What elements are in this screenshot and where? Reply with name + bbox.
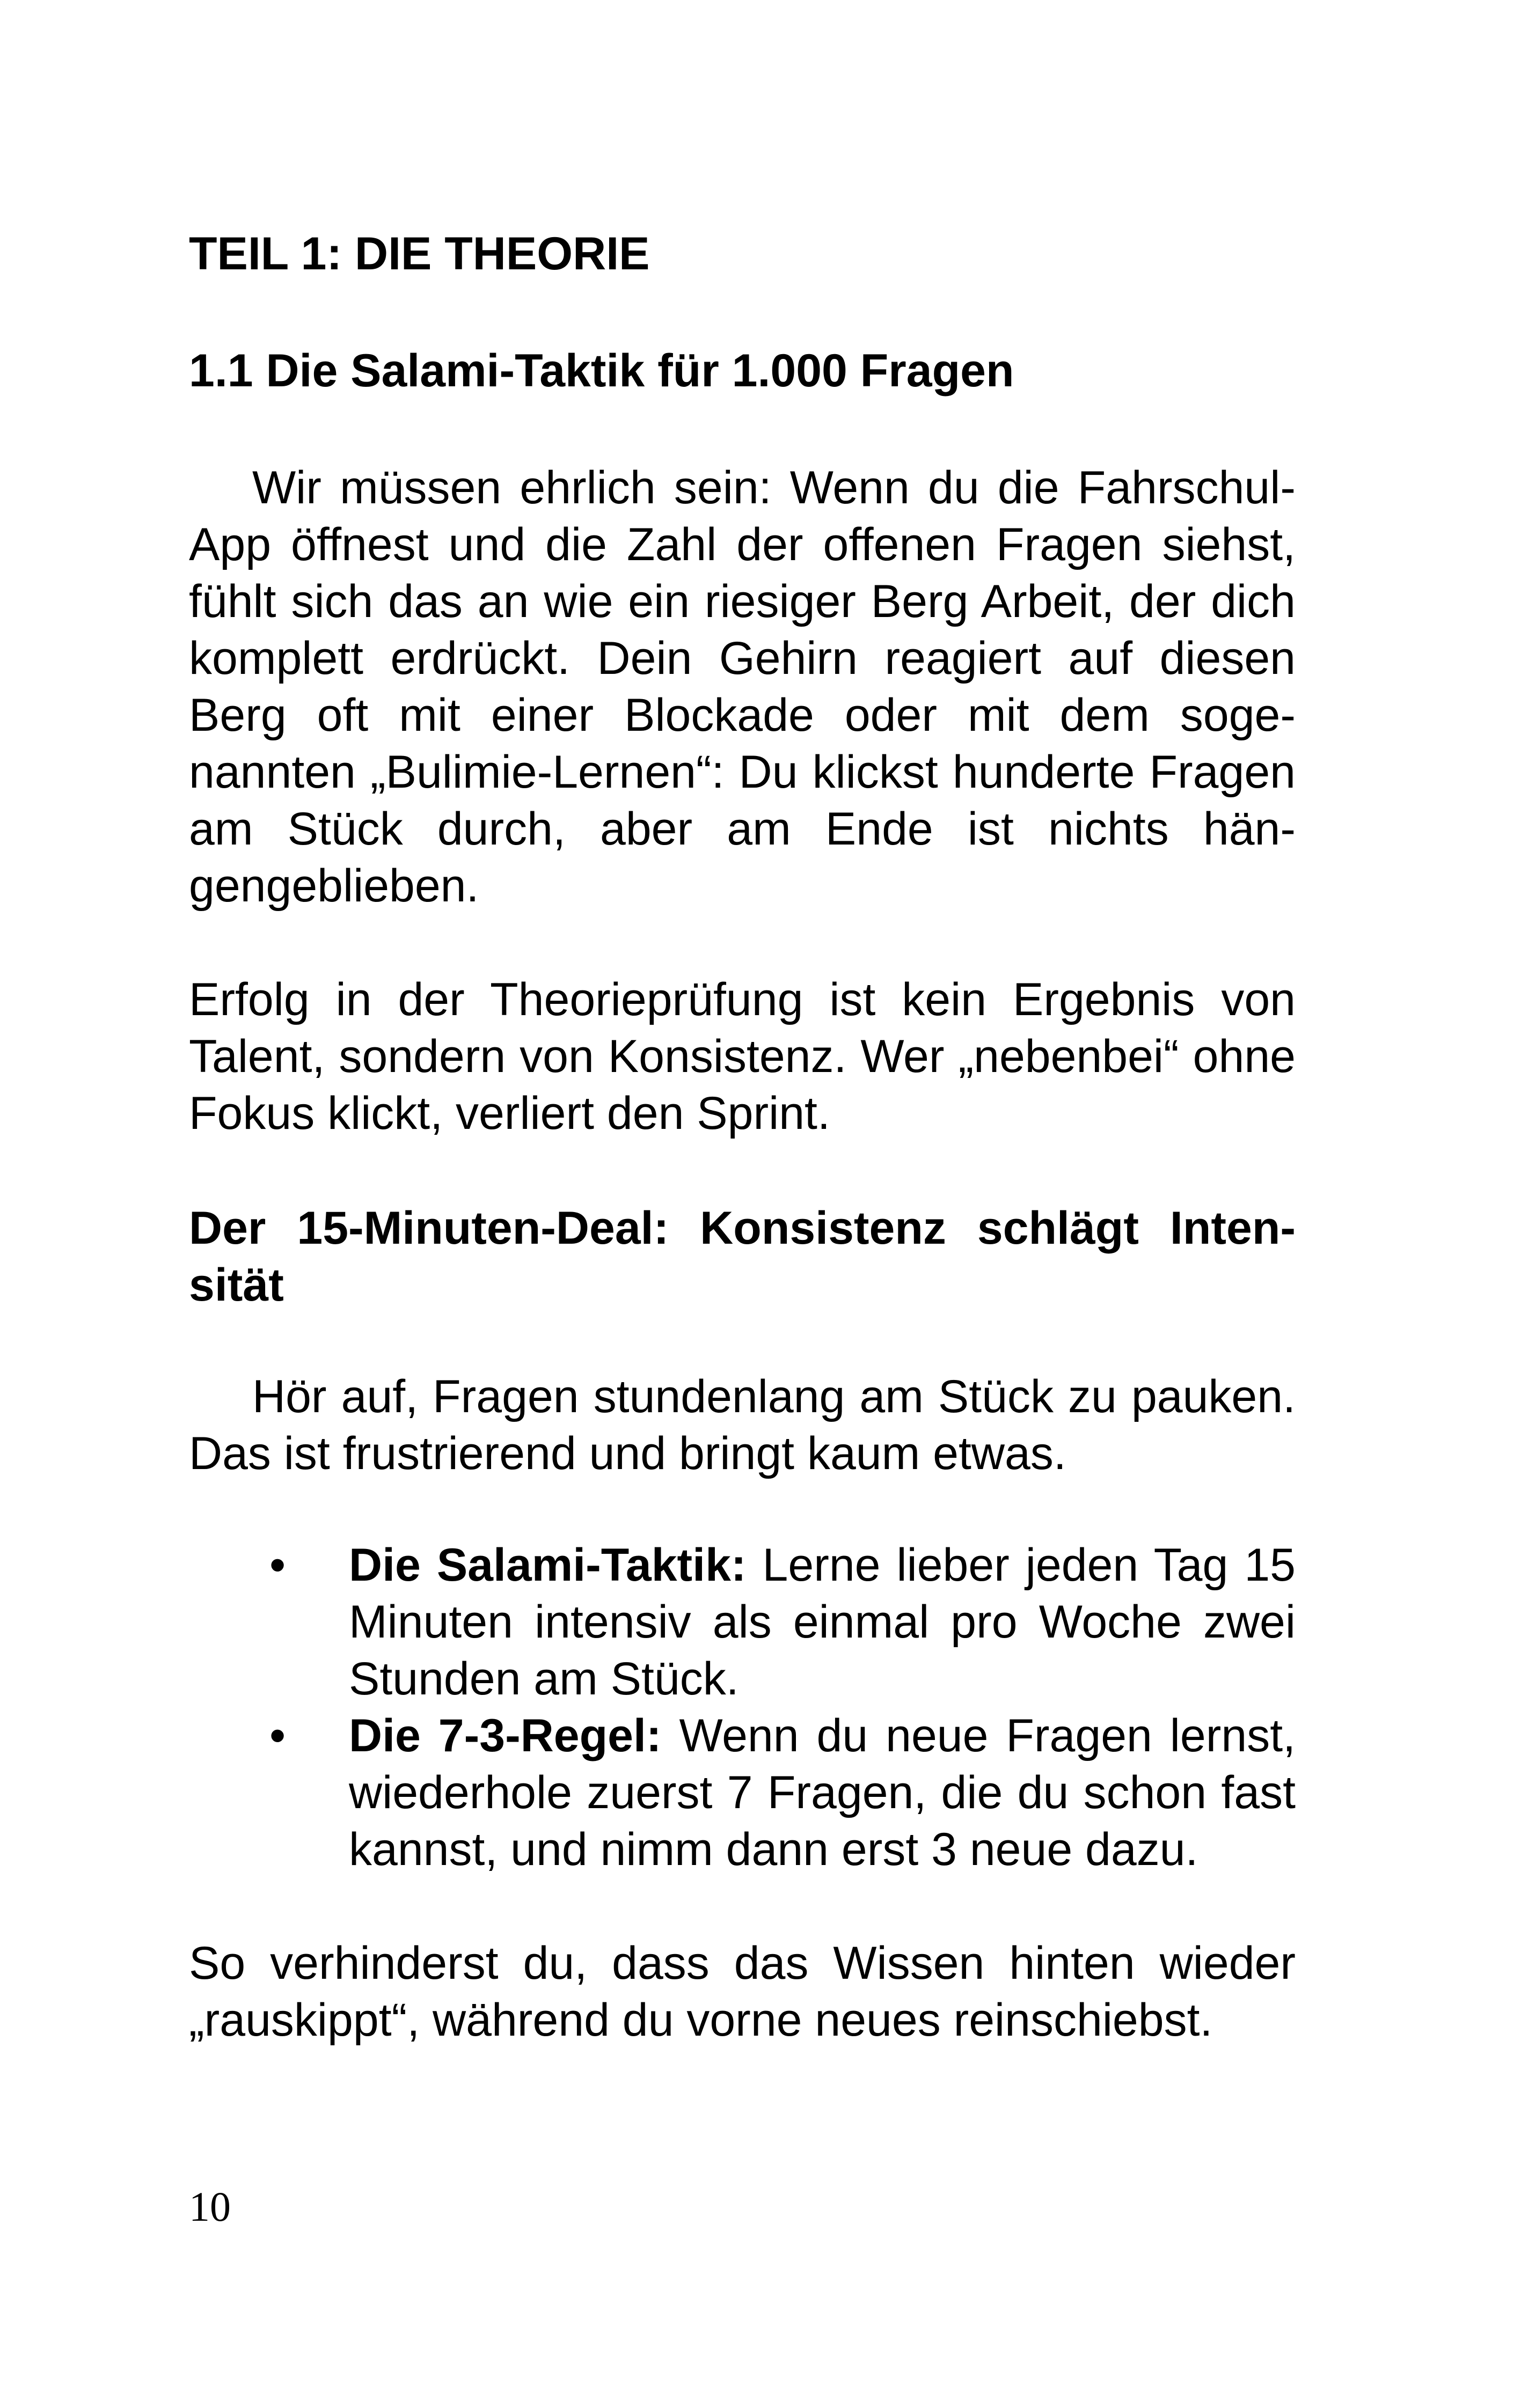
paragraph-success: Erfolg in der Theorieprüfung ist kein Ergebnis von Talent, sondern von Konsistenz. Wer „nebenbei“ ohne Fokus klickt, verliert den Sprint. [189, 974, 1296, 1139]
subsection-title: Der 15-Minuten-Deal: Konsistenz schlägt Intensität [189, 1202, 1296, 1311]
list-item [189, 1707, 1296, 1878]
bullet-list [189, 1537, 1296, 1878]
section-title: 1.1 Die Salami-Taktik für 1.000 Fragen [189, 345, 1014, 397]
list-item [189, 1537, 1296, 1707]
paragraph-closing: So verhinderst du, dass das Wissen hinten wieder „rauskippt“, während du vorne neues reinschiebst. [189, 1937, 1296, 2046]
paragraph-stop: Hör auf, Fragen stundenlang am Stück zu pauken. Das ist frustrierend und bringt kaum etwas. [189, 1371, 1296, 1479]
page-content [189, 225, 1296, 2049]
bullet-text: Wenn du neue Fragen lernst, wiederhole zuerst 7 Fragen, die du schon fast kannst, und nimm dann erst 3 neue dazu. [349, 1710, 1296, 1875]
bullet-term: Die Salami-Taktik: [349, 1539, 747, 1591]
chapter-title: TEIL 1: DIE THEORIE [189, 228, 650, 280]
bullet-text: Lerne lieber jeden Tag 15 Minuten intensiv als einmal pro Woche zwei Stunden am Stück. [349, 1539, 1296, 1705]
bullet-icon: • [269, 1539, 286, 1591]
page-number: 10 [189, 2183, 231, 2230]
bullet-term: Die 7-3-Regel: [349, 1710, 662, 1761]
bullet-icon: • [269, 1710, 286, 1761]
paragraph-intro: Wir müssen ehrlich sein: Wenn du die Fahrschul-App öffnest und die Zahl der offenen Fragen siehst, fühlt sich das an wie ein riesiger Berg Arbeit, der dich komplett erdrückt. Dein Gehirn reagiert auf diesen Berg oft mit einer Blockade oder mit dem sogenannten „Bulimie-Lernen“: Du klickst hunderte Fragen am Stück durch, aber am Ende ist nichts hängengeblieben. [189, 462, 1296, 912]
